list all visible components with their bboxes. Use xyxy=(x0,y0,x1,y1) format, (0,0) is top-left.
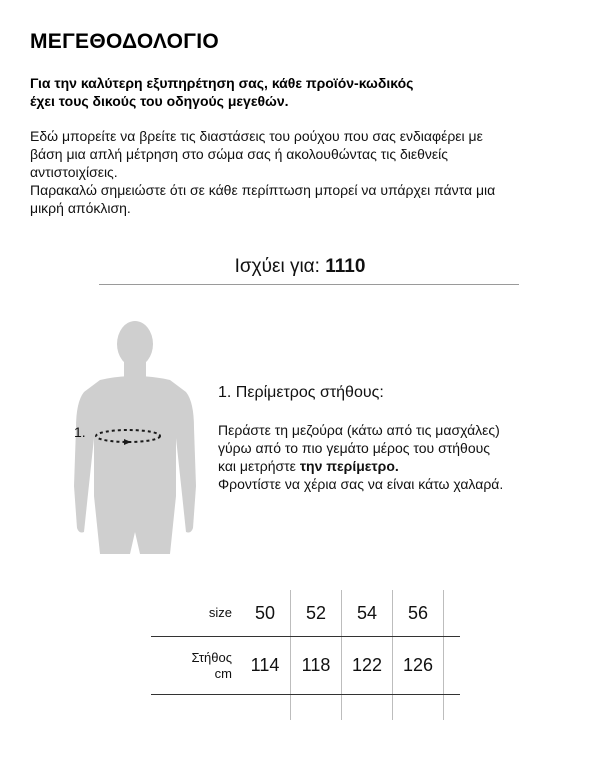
size-label: size xyxy=(151,590,240,637)
measure-marker: 1. xyxy=(74,424,86,440)
chest-label xyxy=(151,637,240,695)
size-cell: 56 xyxy=(393,590,444,637)
chest-cell: 122 xyxy=(342,637,393,695)
empty-cell xyxy=(342,695,393,721)
empty-cell xyxy=(240,695,291,721)
measure-emphasis: την περίμετρο. xyxy=(299,458,399,474)
chest-cell: 126 xyxy=(393,637,444,695)
body-silhouette-icon xyxy=(60,318,210,563)
measure-line: Περάστε τη μεζούρα (κάτω από τις μασχάλες) xyxy=(218,422,500,438)
applies-to xyxy=(0,256,600,278)
empty-cell xyxy=(393,695,444,721)
table-pad xyxy=(444,590,461,637)
page-title: ΜΕΓΕΘΟΔΟΛΟΓΙΟ xyxy=(30,30,220,53)
empty-cell xyxy=(291,695,342,721)
size-table xyxy=(151,590,460,720)
measure-line: Φροντίστε να χέρια σας να είναι κάτω χαλαρά. xyxy=(218,476,504,492)
measure-title: 1. Περίμετρος στήθους: xyxy=(218,384,384,401)
table-pad xyxy=(444,695,461,721)
table-row xyxy=(151,695,460,721)
chest-cell: 114 xyxy=(240,637,291,695)
product-code: 1110 xyxy=(325,256,366,277)
lead-line: Για την καλύτερη εξυπηρέτηση σας, κάθε προϊόν-κωδικός xyxy=(30,75,414,91)
silhouette xyxy=(74,321,196,554)
chest-label-unit: cm xyxy=(214,665,232,681)
intro-line: μικρή απόκλιση. xyxy=(30,200,131,216)
measure-text: και μετρήστε xyxy=(218,458,300,474)
divider xyxy=(99,284,519,285)
lead-line: έχει τους δικούς του οδηγούς μεγεθών. xyxy=(30,93,289,109)
measure-description xyxy=(218,421,578,493)
intro-line: Εδώ μπορείτε να βρείτε τις διαστάσεις του ρούχου που σας ενδιαφέρει με xyxy=(30,128,483,144)
intro-line: αντιστοιχίσεις. xyxy=(30,164,118,180)
intro-line: Παρακαλώ σημειώστε ότι σε κάθε περίπτωση μπορεί να υπάρχει πάντα μια xyxy=(30,182,496,198)
size-cell: 52 xyxy=(291,590,342,637)
table-pad xyxy=(444,637,461,695)
intro-text xyxy=(30,127,570,217)
table-row xyxy=(151,637,460,695)
size-cell: 54 xyxy=(342,590,393,637)
measure-line xyxy=(218,457,578,475)
intro-lead xyxy=(30,74,570,110)
size-cell: 50 xyxy=(240,590,291,637)
intro-line: βάση μια απλή μέτρηση στο σώμα σας ή ακολουθώντας τις διεθνείς xyxy=(30,146,449,162)
table-row xyxy=(151,590,460,637)
measure-line: γύρω από το πιο γεμάτο μέρος του στήθους xyxy=(218,440,491,456)
chest-label-line: Στήθος xyxy=(191,649,232,665)
applies-label: Ισχύει για: xyxy=(234,256,320,277)
chest-cell: 118 xyxy=(291,637,342,695)
empty-cell xyxy=(151,695,240,721)
